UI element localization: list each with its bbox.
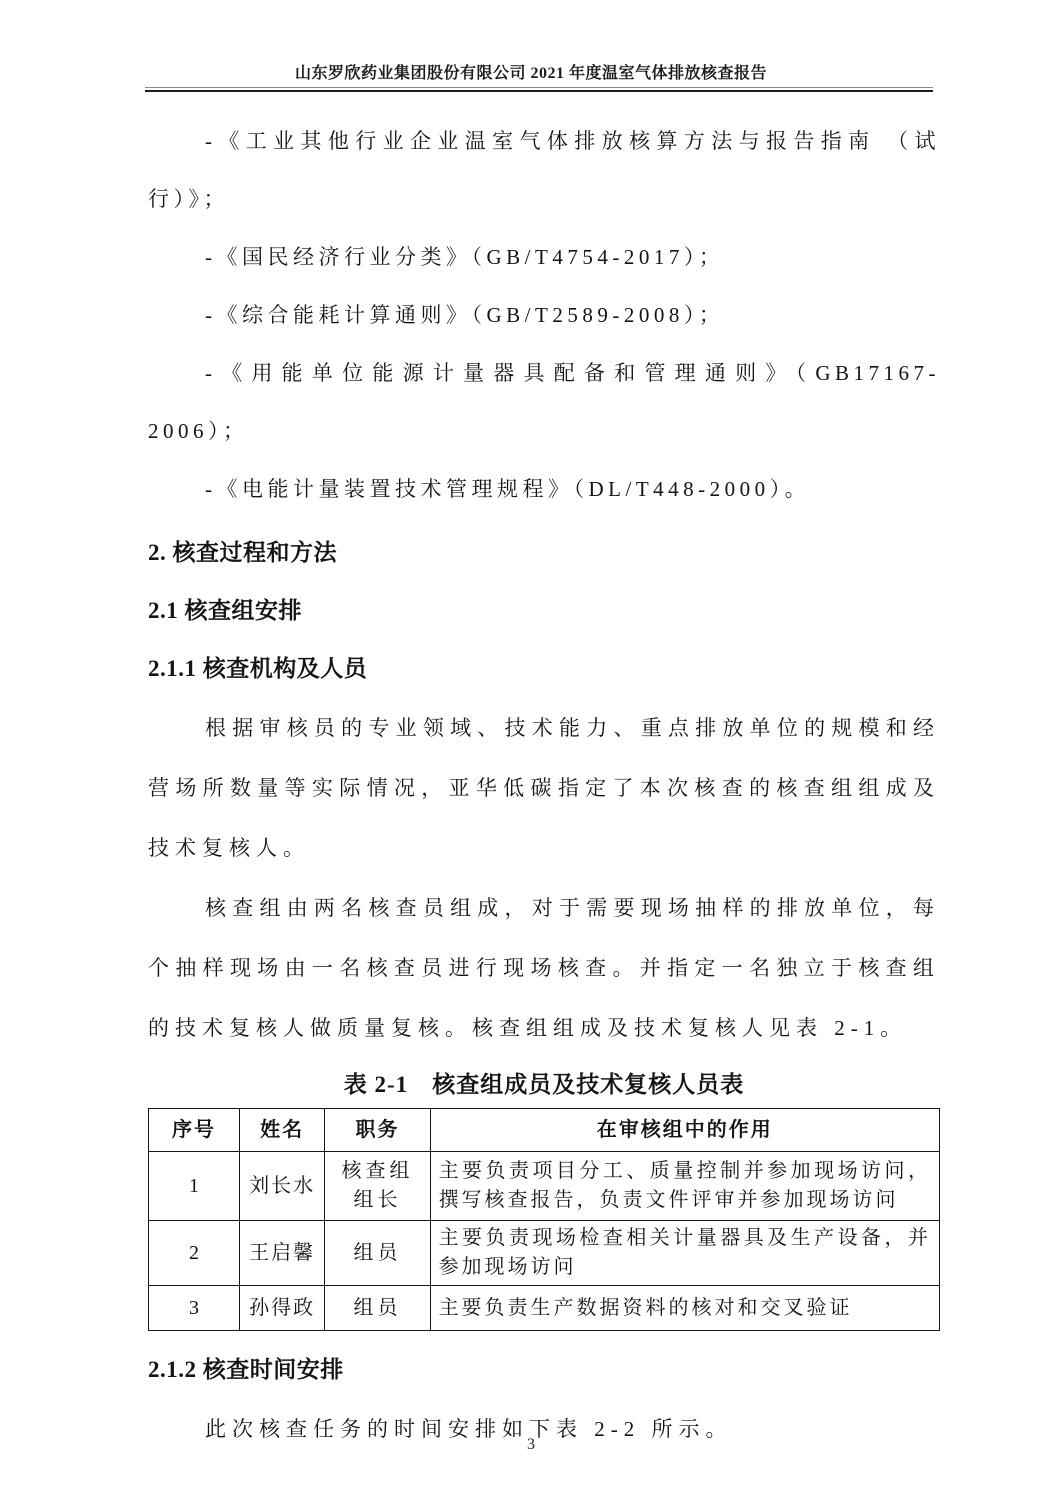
cell-duty: 主要负责生产数据资料的核对和交叉验证 [430, 1286, 939, 1331]
table-header-role: 职务 [325, 1109, 430, 1152]
paragraph-team-basis: 根据审核员的专业领域、技术能力、重点排放单位的规模和经营场所数量等实际情况，亚华低碳指定了本次核查的核查组组成及技术复核人。 [148, 716, 940, 860]
cell-role: 核查组组长 [325, 1152, 430, 1221]
table-header-name: 姓名 [239, 1109, 324, 1152]
reference-item-1: -《工业其他行业企业温室气体排放核算方法与报告指南 （试行）》； [148, 129, 940, 211]
page-header-title: 山东罗欣药业集团股份有限公司 2021 年度温室气体排放核查报告 [294, 65, 767, 82]
cell-name: 王启馨 [239, 1221, 324, 1286]
table-2-1-title: 表 2-1 核查组成员及技术复核人员表 [343, 1072, 745, 1097]
reference-item-3: -《综合能耗计算通则》（GB/T2589-2008）； [205, 303, 725, 327]
cell-role: 组员 [325, 1286, 430, 1331]
cell-seq: 3 [149, 1286, 240, 1331]
section-heading-2: 2. 核查过程和方法 [148, 540, 337, 565]
page-number: 3 [527, 1436, 535, 1453]
table-row [149, 1286, 940, 1331]
reference-item-4: -《用能单位能源计量器具配备和管理通则》（GB17167-2006）； [148, 361, 940, 443]
section-heading-2-1-1: 2.1.1 核查机构及人员 [148, 656, 368, 681]
table-row [149, 1221, 940, 1286]
cell-name: 孙得政 [239, 1286, 324, 1331]
header-rule [145, 87, 933, 92]
cell-name: 刘长水 [239, 1152, 324, 1221]
paragraph-team-composition: 核查组由两名核查员组成，对于需要现场抽样的排放单位，每个抽样现场由一名核查员进行现场核查。并指定一名独立于核查组的技术复核人做质量复核。核查组组成及技术复核人见表 2-1。 [148, 896, 940, 1040]
table-header-seq: 序号 [149, 1109, 240, 1152]
reference-item-5: -《电能计量装置技术管理规程》（DL/T448-2000）。 [205, 477, 811, 501]
cell-duty: 主要负责项目分工、质量控制并参加现场访问，撰写核查报告，负责文件评审并参加现场访问 [430, 1152, 939, 1221]
cell-duty: 主要负责现场检查相关计量器具及生产设备，并参加现场访问 [430, 1221, 939, 1286]
section-heading-2-1-2: 2.1.2 核查时间安排 [148, 1357, 344, 1382]
section-heading-2-1: 2.1 核查组安排 [148, 598, 302, 623]
table-header-duty: 在审核组中的作用 [430, 1109, 939, 1152]
verification-team-table [148, 1108, 940, 1331]
cell-seq: 2 [149, 1221, 240, 1286]
paragraph-schedule-intro: 此次核查任务的时间安排如下表 2-2 所示。 [205, 1417, 733, 1441]
table-row [149, 1152, 940, 1221]
table-header-row [149, 1109, 940, 1152]
cell-seq: 1 [149, 1152, 240, 1221]
reference-item-2: -《国民经济行业分类》（GB/T4754-2017）； [205, 245, 725, 269]
cell-role: 组员 [325, 1221, 430, 1286]
document-content [148, 112, 940, 1459]
